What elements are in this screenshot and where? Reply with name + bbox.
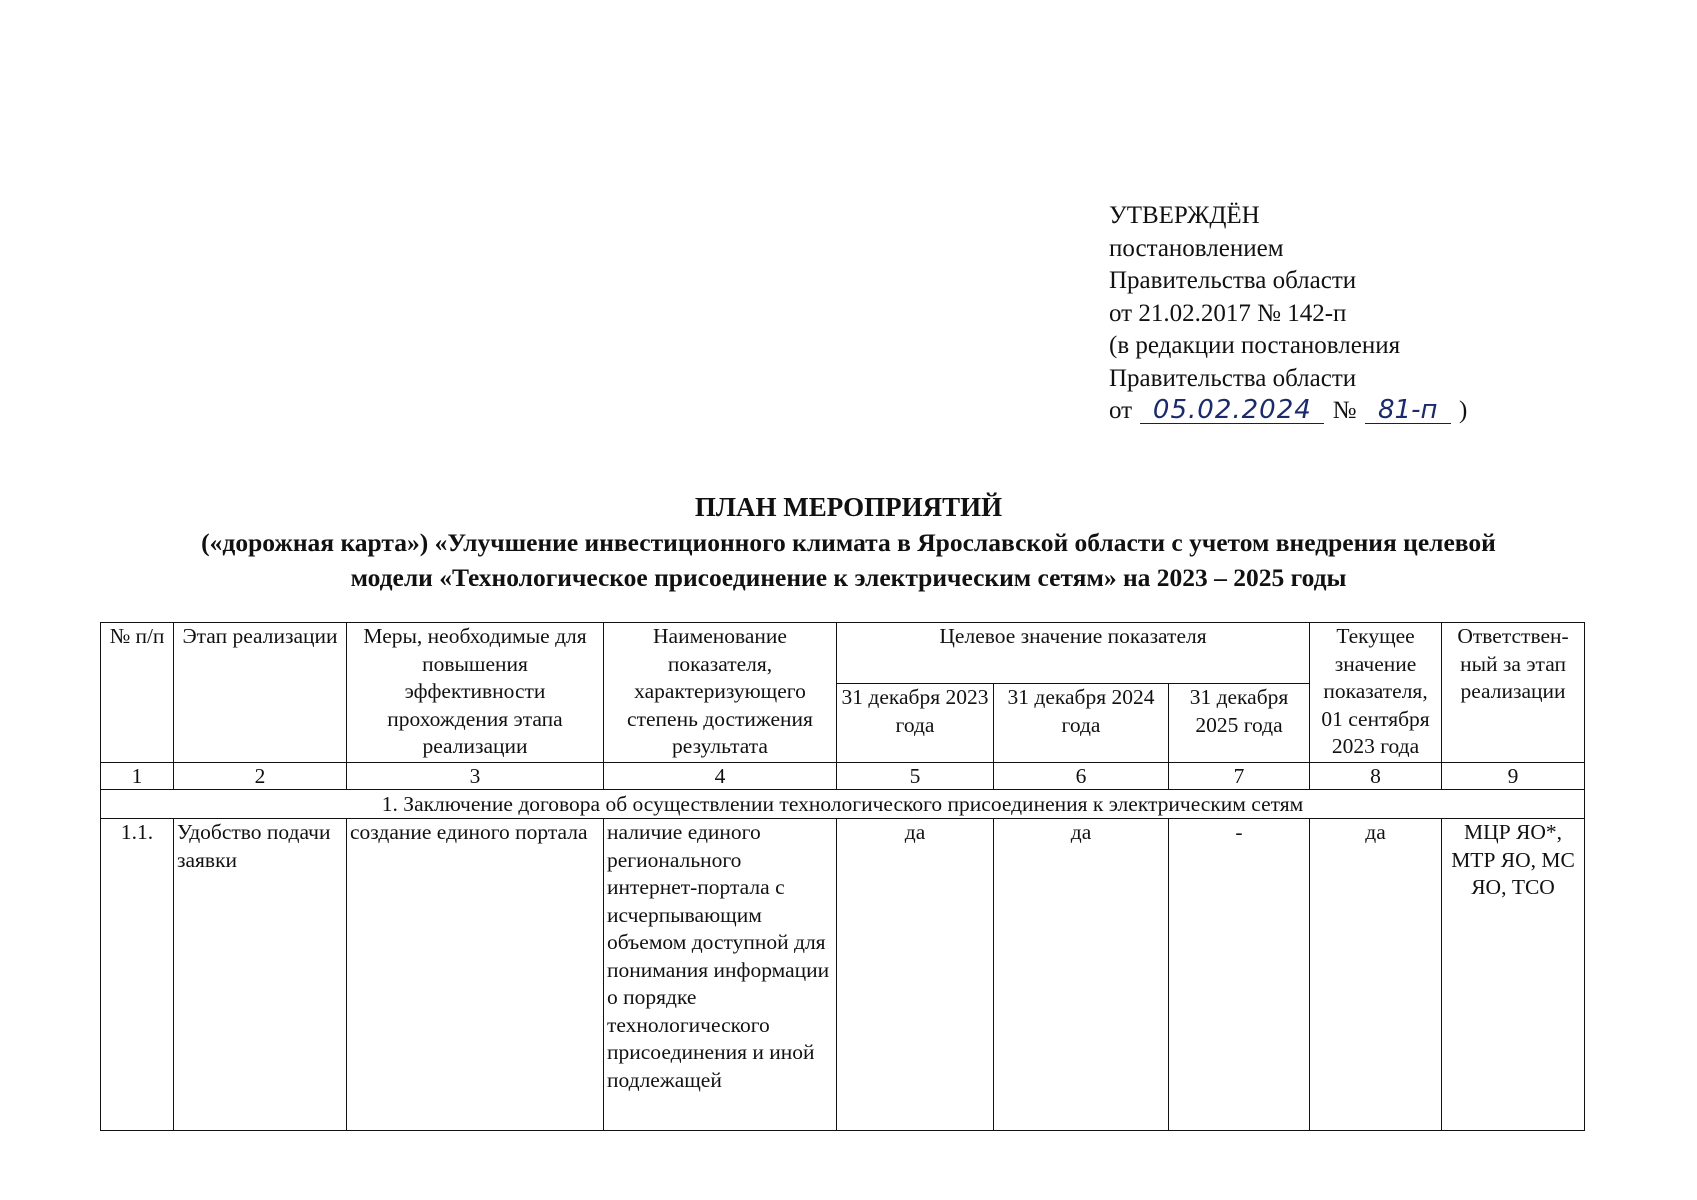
- cell-target-2025: -: [1169, 819, 1310, 1131]
- column-number: 1: [101, 763, 174, 790]
- section-row: [101, 790, 1585, 819]
- section-title: 1. Заключение договора об осуществлении технологического присоединения к электрическим сетям: [101, 790, 1585, 819]
- header-responsible: Ответствен-ный за этап реализации: [1442, 623, 1585, 763]
- header-target-2025: 31 декабря 2025 года: [1169, 684, 1310, 763]
- header-num: № п/п: [101, 623, 174, 763]
- plan-table: [100, 622, 1585, 1131]
- document-subtitle-line1: («дорожная карта») «Улучшение инвестиционного климата в Ярославской области с учетом внедрения целевой: [201, 528, 1496, 557]
- approval-line-amendment: [1109, 395, 1467, 428]
- header-current: Текущее значение показателя, 01 сентября 2023 года: [1310, 623, 1442, 763]
- amendment-prefix: от: [1109, 397, 1133, 424]
- cell-stage: Удобство подачи заявки: [174, 819, 347, 1131]
- approval-line-edition: (в редакции постановления: [1109, 332, 1401, 359]
- document-subtitle-line2: модели «Технологическое присоединение к электрическим сетям» на 2023 – 2025 годы: [350, 563, 1347, 592]
- amendment-close: ): [1458, 397, 1468, 424]
- header-indicator: Наименование показателя, характеризующего степень достижения результата: [604, 623, 837, 763]
- header-measures: Меры, необходимые для повышения эффективности прохождения этапа реализации: [347, 623, 604, 763]
- cell-target-2023: да: [837, 819, 994, 1131]
- header-stage: Этап реализации: [174, 623, 347, 763]
- cell-responsible: МЦР ЯО*, МТР ЯО, МС ЯО, ТСО: [1442, 819, 1585, 1131]
- approval-line-government: Правительства области: [1109, 267, 1357, 294]
- column-number: 7: [1169, 763, 1310, 790]
- document-title: ПЛАН МЕРОПРИЯТИЙ: [694, 492, 1003, 522]
- column-number: 9: [1442, 763, 1585, 790]
- approval-line-original-date: от 21.02.2017 № 142-п: [1109, 299, 1347, 327]
- approval-line-by-resolution: постановлением: [1109, 234, 1284, 262]
- header-target: Целевое значение показателя: [837, 623, 1310, 684]
- handwritten-number: 81-п: [1365, 397, 1451, 424]
- column-number: 2: [174, 763, 347, 790]
- column-number: 4: [604, 763, 837, 790]
- amendment-number-sign: №: [1332, 397, 1357, 424]
- header-target-2023: 31 декабря 2023 года: [837, 684, 994, 763]
- cell-indicator: наличие единого регионального интернет-портала с исчерпывающим объемом доступной для понимания информации о порядке технологического присоединения и иной подлежащей: [604, 819, 837, 1131]
- header-row-1: [101, 623, 1585, 684]
- approval-line-approved: УТВЕРЖДЁН: [1109, 202, 1260, 229]
- approval-line-government-2: Правительства области: [1109, 364, 1357, 392]
- cell-num: 1.1.: [101, 819, 174, 1131]
- column-number-row: [101, 763, 1585, 790]
- column-number: 6: [994, 763, 1169, 790]
- column-number: 3: [347, 763, 604, 790]
- approval-stamp: [1109, 200, 1467, 428]
- cell-current: да: [1310, 819, 1442, 1131]
- handwritten-date: 05.02.2024: [1140, 397, 1324, 424]
- column-number: 8: [1310, 763, 1442, 790]
- cell-target-2024: да: [994, 819, 1169, 1131]
- cell-measures: создание единого портала: [347, 819, 604, 1131]
- column-number: 5: [837, 763, 994, 790]
- header-target-2024: 31 декабря 2024 года: [994, 684, 1169, 763]
- table-row: [101, 819, 1585, 1131]
